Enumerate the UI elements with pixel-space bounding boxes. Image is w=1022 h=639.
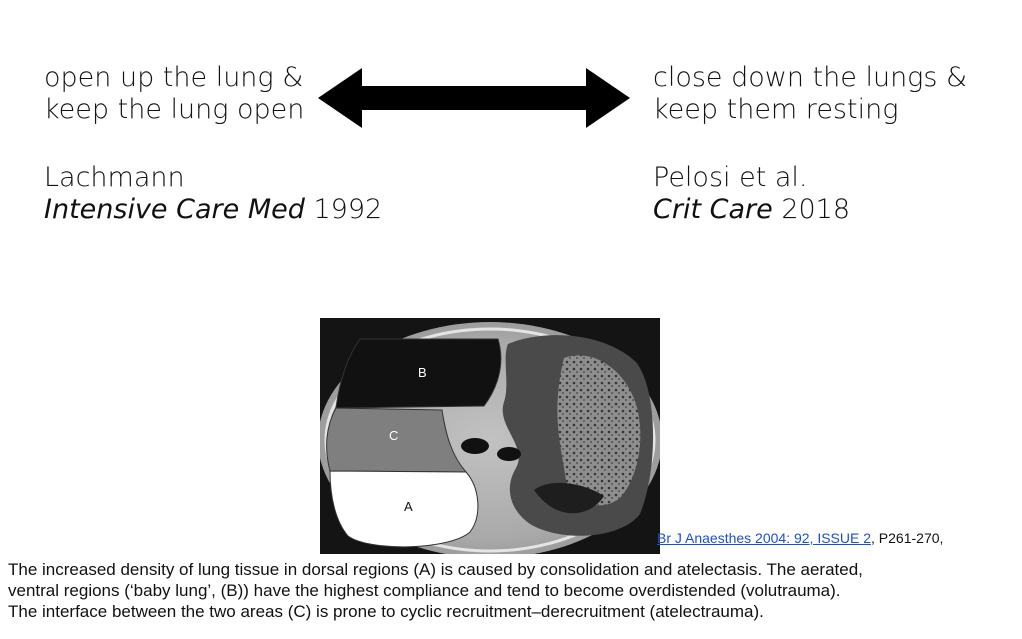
caption-line-2: ventral regions (‘baby lung’, (B)) have the highest compliance and tend to become overdistended (volutrauma). — [8, 581, 841, 600]
region-a-label: A — [404, 499, 413, 514]
left-concept-line-2: keep the lung open — [44, 94, 305, 125]
double-headed-arrow — [318, 66, 630, 130]
ct-airway-2 — [497, 447, 521, 461]
ct-scan-image — [320, 318, 660, 554]
left-journal: Intensive Care Med — [44, 194, 305, 225]
right-concept-line-2: keep them resting — [653, 94, 899, 125]
right-concept — [653, 62, 967, 126]
region-b-label: B — [418, 365, 427, 380]
right-year: 2018 — [781, 194, 851, 225]
left-journal-line — [44, 194, 382, 226]
caption-line-3: The interface between the two areas (C) is prone to cyclic recruitment–derecruitment (atelectrauma). — [8, 602, 764, 621]
left-year: 1992 — [313, 194, 383, 225]
citation-pages: , P261-270, — [871, 530, 944, 546]
caption-line-1: The increased density of lung tissue in dorsal regions (A) is caused by consolidation and atelectasis. The aerated, — [8, 560, 863, 579]
left-reference — [44, 162, 382, 226]
left-concept — [44, 62, 304, 126]
figure-caption — [8, 559, 863, 622]
right-reference — [653, 162, 850, 226]
right-concept-line-1: close down the lungs & — [653, 62, 968, 93]
citation — [657, 530, 943, 546]
ct-airway-1 — [461, 438, 489, 454]
right-journal: Crit Care — [653, 194, 773, 225]
citation-link[interactable]: Br J Anaesthes 2004: 92, ISSUE 2 — [657, 530, 872, 546]
right-author: Pelosi et al. — [653, 162, 808, 193]
right-journal-line — [653, 194, 850, 226]
region-c-label: C — [389, 428, 399, 443]
left-concept-line-1: open up the lung & — [44, 62, 304, 93]
left-author: Lachmann — [44, 162, 185, 193]
